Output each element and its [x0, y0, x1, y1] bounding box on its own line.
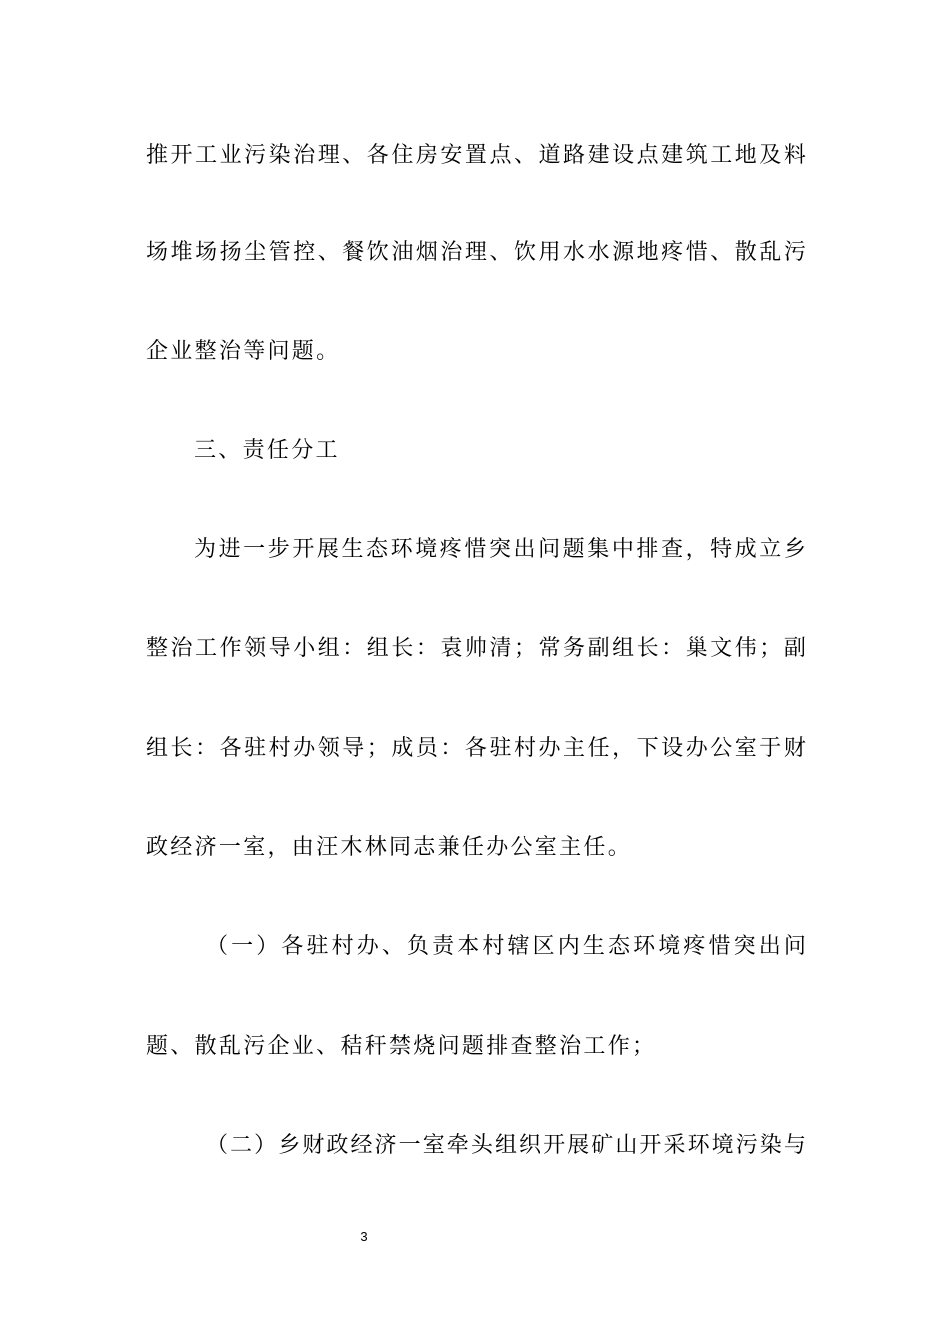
- paragraph-line: 企业整治等问题。: [146, 339, 341, 364]
- paragraph-line: 为 进 一 步 开 展 生 态 环 境 疼 惜 突 出 问 题 集 中 排 查 ， 特 成 立 乡: [194, 537, 806, 562]
- paragraph-line: （ 二 ） 乡 财 政 经 济 一 室 牵 头 组 织 开 展 矿 山 开 采 环 境 污 染 与: [206, 1133, 806, 1158]
- section-heading: 三、责任分工: [194, 438, 340, 463]
- paragraph-line: （ 一 ） 各 驻 村 办 、 负 责 本 村 辖 区 内 生 态 环 境 疼 惜 突 出 问: [206, 934, 806, 959]
- paragraph-line: 题、散乱污企业、秸秆禁烧问题排查整治工作；: [146, 1034, 657, 1059]
- paragraph-line: 场 堆 场 扬 尘 管 控 、 餐 饮 油 烟 治 理 、 饮 用 水 水 源 地 疼 惜 、 散 乱 污: [146, 240, 806, 265]
- paragraph-line: 组 长 ： 各 驻 村 办 领 导 ； 成 员 ： 各 驻 村 办 主 任 ， 下 设 办 公 室 于 财: [146, 736, 806, 761]
- paragraph-line: 整 治 工 作 领 导 小 组 ： 组 长 ： 袁 帅 清 ； 常 务 副 组 长 ： 巢 文 伟 ； 副: [146, 636, 806, 661]
- page-number: 3: [360, 1229, 368, 1244]
- paragraph-line: 推 开 工 业 污 染 治 理 、 各 住 房 安 置 点 、 道 路 建 设 点 建 筑 工 地 及 料: [146, 143, 806, 168]
- paragraph-line: 政经济一室，由汪木林同志兼任办公室主任。: [146, 835, 633, 860]
